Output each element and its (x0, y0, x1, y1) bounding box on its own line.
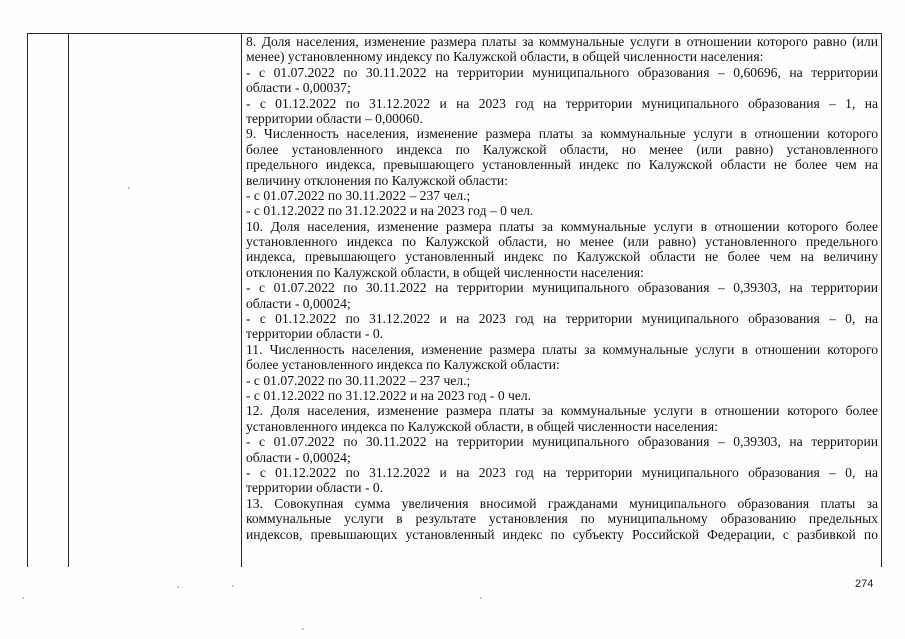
text-line: - с 01.07.2022 по 30.11.2022 – 237 чел.; (246, 372, 471, 388)
text-line: - с 01.07.2022 по 30.11.2022 – 237 чел.; (246, 187, 471, 203)
text-line: - с 01.07.2022 по 30.11.2022 на территории муниципального образования – 0,39303, на территории (246, 280, 878, 296)
text-line: территории области – 0,00060. (246, 110, 423, 126)
text-line: величину отклонения по Калужской области: (246, 172, 508, 188)
text-line: - с 01.12.2022 по 31.12.2022 и на 2023 год на территории муниципального образования – 1, на (246, 95, 878, 111)
column-divider-1 (68, 34, 69, 567)
text-line: 8. Доля населения, изменение размера платы за коммунальные услуги в отношении которого равно (или (246, 34, 878, 49)
page-number: 274 (855, 578, 874, 590)
table-frame (27, 33, 882, 567)
scan-speck (232, 585, 234, 587)
text-line: области - 0,00037; (246, 80, 351, 96)
scan-speck (302, 628, 304, 630)
text-line: установленного индекса по Калужской области, в общей численности населения: (246, 418, 718, 434)
text-line: коммунальные услуги в результате установления по муниципальному образованию предельных (246, 511, 878, 527)
scan-speck (177, 586, 179, 588)
text-line: территории области - 0. (246, 326, 384, 342)
column-divider-2 (241, 34, 242, 567)
text-line: - с 01.12.2022 по 31.12.2022 и на 2023 год - 0 чел. (246, 387, 532, 403)
text-line: - с 01.12.2022 по 31.12.2022 и на 2023 год на территории муниципального образования – 0, на (246, 311, 878, 327)
text-line: - с 01.07.2022 по 30.11.2022 на территории муниципального образования – 0,60696, на территории (246, 64, 878, 80)
text-line: индекса, превышающего установленный индекс по Калужской области не более чем на величину (246, 249, 878, 265)
text-line: отклонения по Калужской области, в общей численности населения: (246, 264, 644, 280)
text-line: - с 01.12.2022 по 31.12.2022 и на 2023 год на территории муниципального образования – 0, на (246, 464, 878, 480)
text-line: области - 0,00024; (246, 449, 351, 465)
text-line: - с 01.12.2022 по 31.12.2022 и на 2023 год – 0 чел. (246, 203, 534, 219)
text-line: установленного индекса по Калужской области, но менее (или равно) установленного предельного (246, 234, 878, 250)
table-content-cell (246, 34, 878, 568)
text-line: более установленного индекса по Калужской области, но менее (или равно) установленного (246, 141, 878, 157)
text-line: 12. Доля населения, изменение размера платы за коммунальные услуги в отношении которого более (246, 403, 878, 419)
text-line: - с 01.07.2022 по 30.11.2022 на территории муниципального образования – 0,39303, на территории (246, 434, 878, 450)
text-line: 13. Совокупная сумма увеличения вносимой гражданами муниципального образования платы за (246, 495, 878, 511)
text-line: более установленного индекса по Калужской области: (246, 357, 560, 373)
scan-speck (480, 597, 482, 599)
scan-speck (128, 187, 130, 189)
text-line: территории области - 0. (246, 480, 384, 496)
text-line: 10. Доля населения, изменение размера платы за коммунальные услуги в отношении которого более (246, 218, 878, 234)
text-line: менее) установленному индексу по Калужской области, в общей численности населения: (246, 49, 764, 65)
text-line: области - 0,00024; (246, 295, 351, 311)
text-line: предельного индекса, превышающего установленный индекс по Калужской области не более чем на (246, 157, 878, 173)
text-line: индексов, превышающих установленный индекс по субъекту Российской Федерации, с разбивкой по (246, 526, 878, 542)
scan-speck (22, 597, 24, 599)
text-line: 11. Численность населения, изменение размера платы за коммунальные услуги в отношении которого (246, 341, 878, 357)
text-line: 9. Численность населения, изменение размера платы за коммунальные услуги в отношении которого (246, 126, 878, 142)
